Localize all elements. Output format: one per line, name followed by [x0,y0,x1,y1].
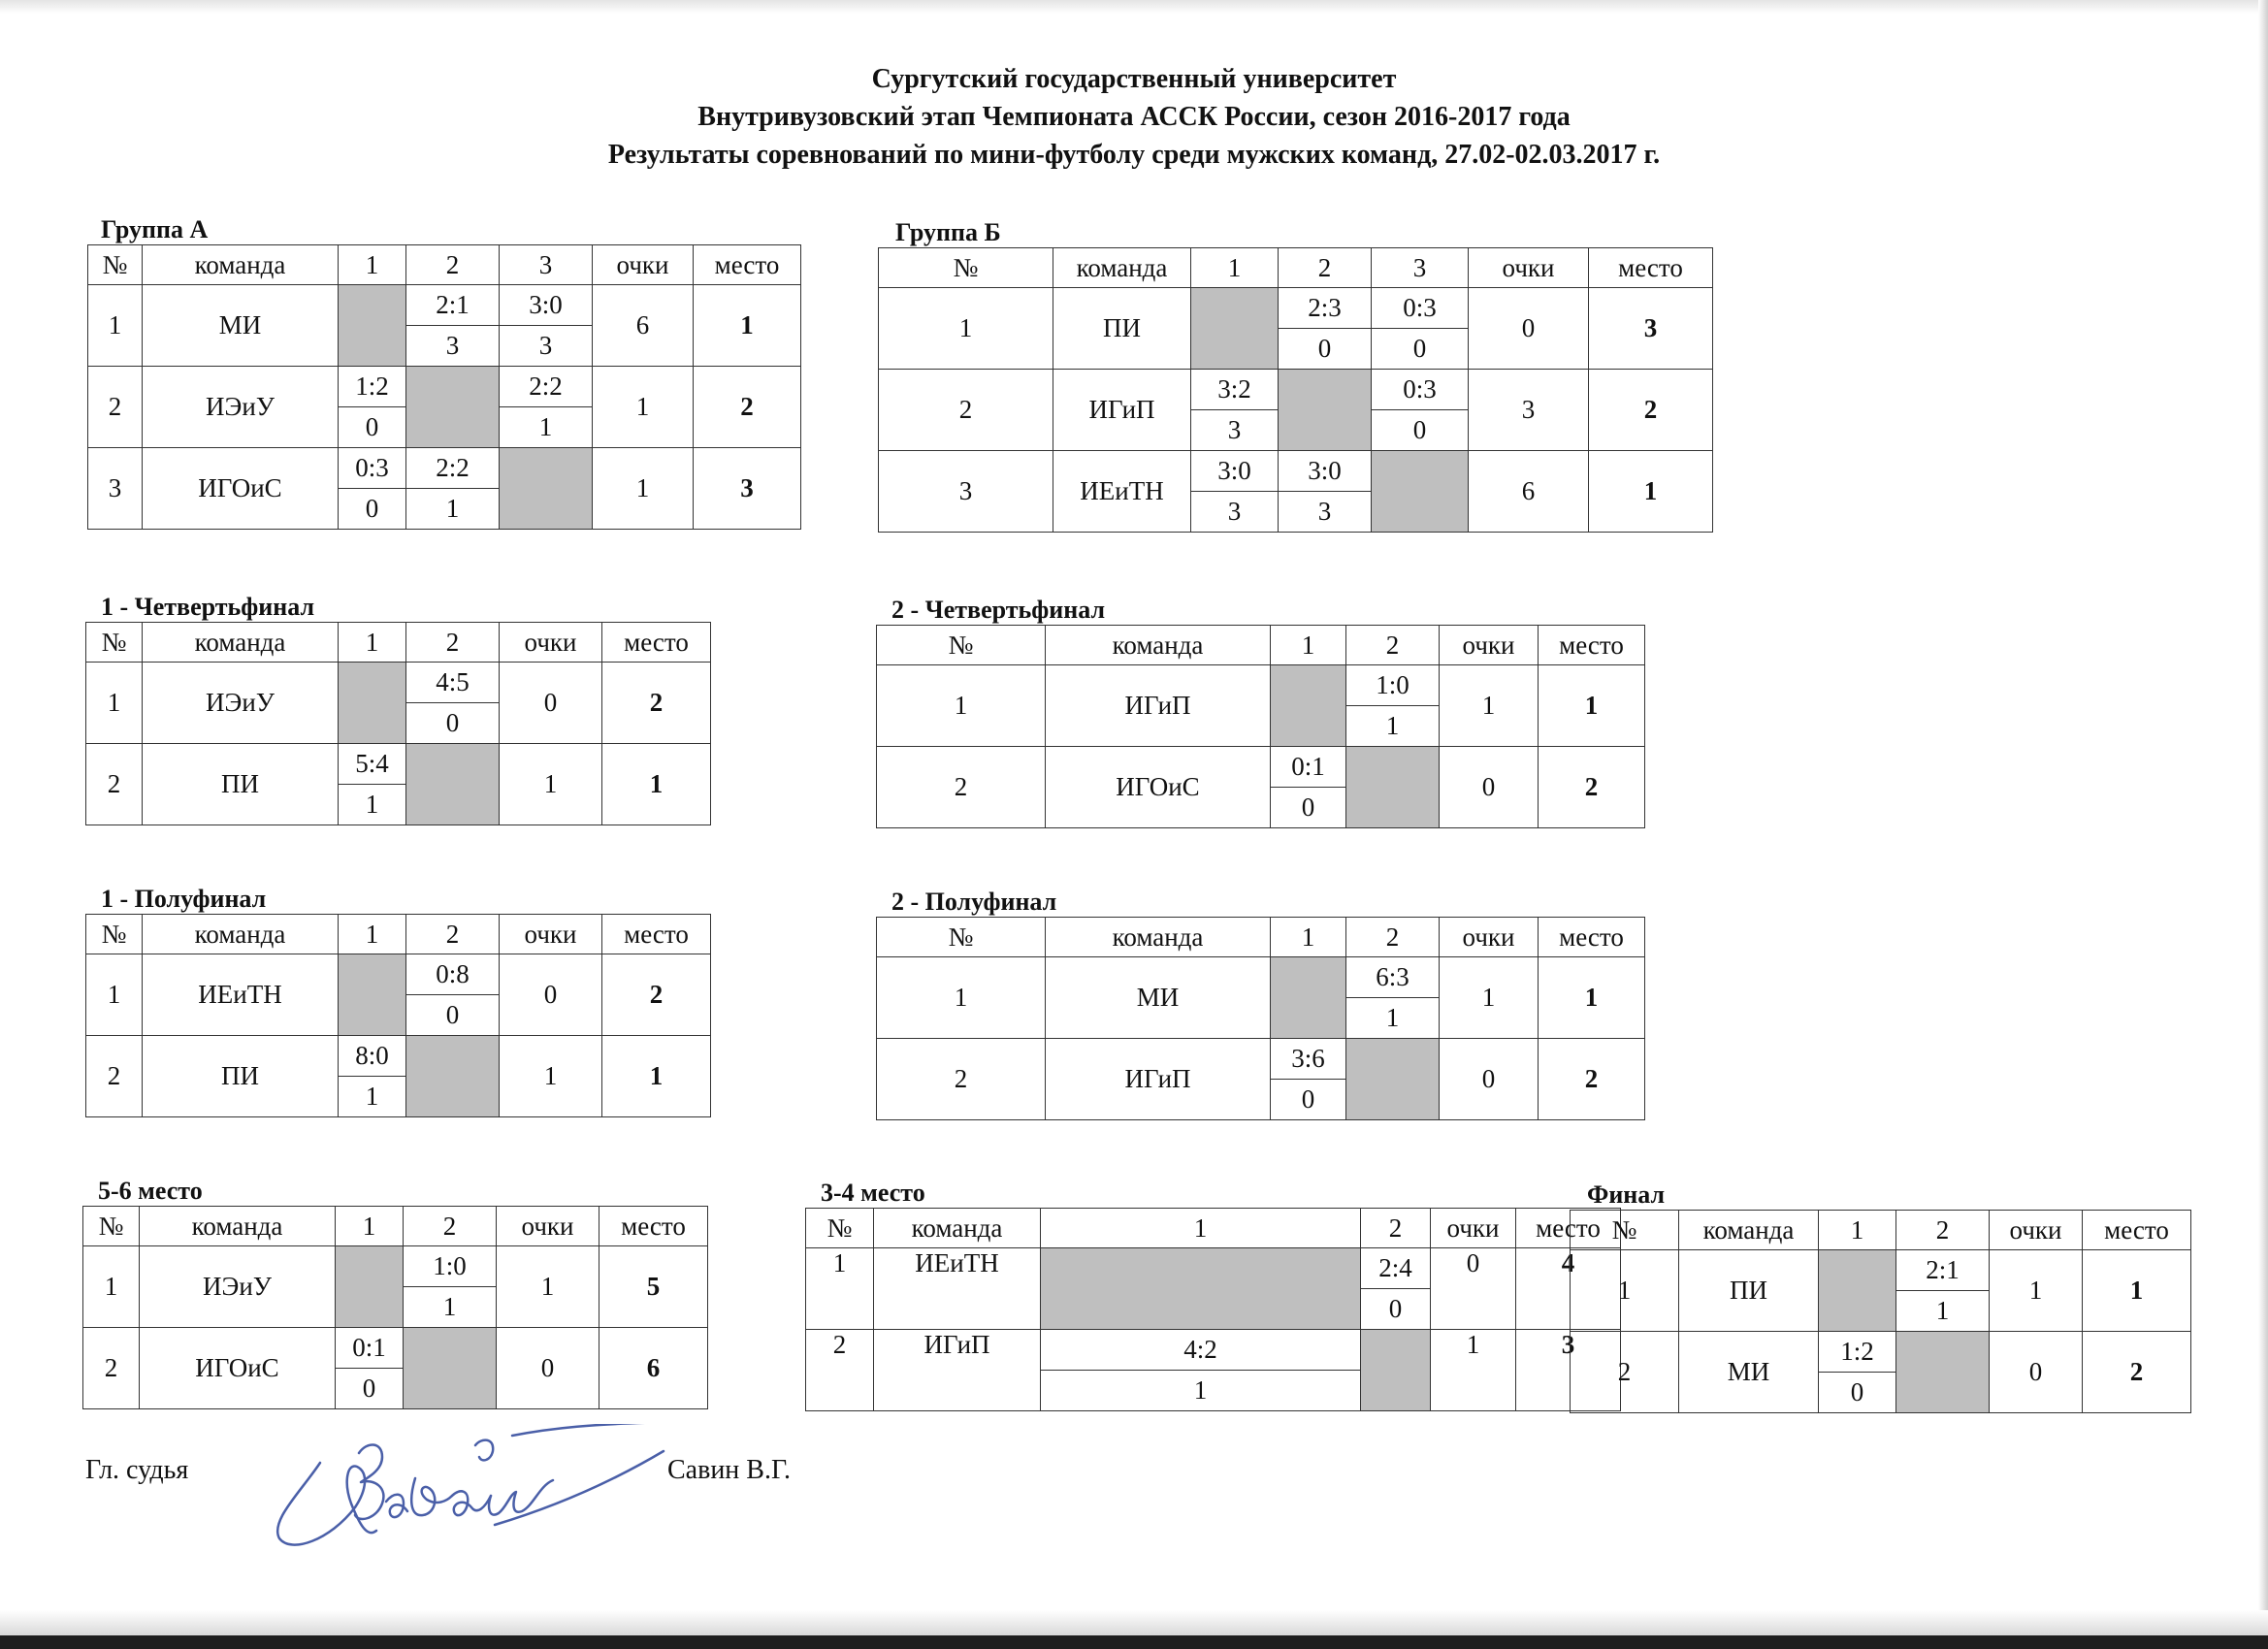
match-score: 3:0 [1191,451,1279,492]
quarterfinal-2-title: 2 - Четвертьфинал [891,596,1106,624]
header-opp1: 1 [1271,626,1346,665]
final-place: 2 [2083,1332,2191,1413]
table-row [86,954,711,995]
row-num: 1 [806,1248,874,1330]
total-points: 1 [1990,1250,2083,1332]
row-num: 2 [877,747,1046,828]
total-points: 0 [1440,1039,1539,1120]
table-row [877,747,1645,788]
table-header-row [806,1209,1621,1248]
header-place: место [1516,1209,1621,1248]
match-points: 0 [1271,1080,1346,1120]
match-score: 1:2 [1819,1332,1896,1373]
header-place: место [602,623,711,663]
table-row [88,367,801,407]
quarterfinal-2-table [876,625,1645,828]
match-points: 0 [336,1369,404,1409]
header-opp2: 2 [406,245,500,285]
table-row [86,1036,711,1077]
match-score: 3:2 [1191,370,1279,410]
header-opp1: 1 [336,1207,404,1246]
match-points: 3 [1191,410,1279,451]
total-points: 0 [500,663,602,744]
place-5-6-table [82,1206,708,1409]
diagonal-cell [339,663,406,744]
scan-edge-bottom [0,1635,2268,1649]
header-place: место [694,245,801,285]
table-row [88,448,801,489]
diagonal-cell [1896,1332,1990,1413]
match-points: 0 [1372,329,1469,370]
final-section [1570,1180,2191,1413]
diagonal-cell [406,367,500,448]
header-num: № [1571,1211,1679,1250]
row-num: 2 [88,367,143,448]
match-points: 1 [339,1077,406,1117]
table-row [83,1246,708,1287]
match-score: 0:8 [406,954,500,995]
row-num: 1 [877,957,1046,1039]
row-num: 2 [806,1330,874,1411]
header-points: очки [593,245,694,285]
diagonal-cell [1372,451,1469,533]
match-score: 0:1 [336,1328,404,1369]
header-opp2: 2 [1346,626,1440,665]
semifinal-2-table [876,917,1645,1120]
header-team: команда [143,245,339,285]
diagonal-cell [339,954,406,1036]
match-points: 0 [339,407,406,448]
header-opp3: 3 [1372,248,1469,288]
total-points: 6 [593,285,694,367]
total-points: 0 [1990,1332,2083,1413]
match-score: 0:3 [1372,370,1469,410]
championship-title: Внутривузовский этап Чемпионата АССК России, сезон 2016-2017 года [697,102,1571,132]
match-points: 0 [339,489,406,530]
university-name: Сургутский государственный университет [871,64,1397,94]
match-score: 0:3 [339,448,406,489]
table-header-row [877,918,1645,957]
match-score: 4:5 [406,663,500,703]
match-points: 1 [404,1287,497,1328]
match-score: 3:0 [1279,451,1372,492]
header-team: команда [1053,248,1191,288]
team-name: ИЭиУ [143,367,339,448]
final-place: 2 [602,663,711,744]
team-name: ИГиП [874,1330,1041,1411]
match-points: 3 [1279,492,1372,533]
diagonal-cell [336,1246,404,1328]
row-num: 2 [877,1039,1046,1120]
final-place: 2 [602,954,711,1036]
match-score: 0:3 [1372,288,1469,329]
table-row [879,451,1713,492]
match-points: 3 [500,326,593,367]
table-row [86,744,711,785]
semifinal-1-section [85,885,711,1117]
table-row [879,288,1713,329]
scan-edge-top [0,0,2268,14]
header-opp2: 2 [406,915,500,954]
row-num: 2 [86,744,143,825]
total-points: 3 [1469,370,1589,451]
match-score: 0:1 [1271,747,1346,788]
row-num: 1 [877,665,1046,747]
header-num: № [879,248,1053,288]
final-place: 2 [694,367,801,448]
diagonal-cell [404,1328,497,1409]
match-score: 8:0 [339,1036,406,1077]
final-place: 4 [1516,1248,1621,1330]
header-points: очки [1440,626,1539,665]
team-name: ИЕиТН [874,1248,1041,1330]
match-score: 4:2 [1041,1330,1361,1371]
table-header-row [88,245,801,285]
header-team: команда [1046,918,1271,957]
table-row [877,1039,1645,1080]
header-num: № [806,1209,874,1248]
row-num: 1 [879,288,1053,370]
diagonal-cell [1346,1039,1440,1120]
header-opp2: 2 [1346,918,1440,957]
table-header-row [1571,1211,2191,1250]
match-points: 1 [1896,1291,1990,1332]
total-points: 1 [1440,957,1539,1039]
team-name: ИГиП [1053,370,1191,451]
row-num: 1 [86,663,143,744]
semifinal-2-section [876,888,1645,1120]
header-place: место [2083,1211,2191,1250]
final-place: 1 [602,1036,711,1117]
place-3-4-section [805,1179,1621,1411]
row-num: 2 [1571,1332,1679,1413]
table-header-row [83,1207,708,1246]
row-num: 2 [879,370,1053,451]
team-name: ПИ [143,744,339,825]
total-points: 1 [500,1036,602,1117]
team-name: ПИ [1679,1250,1819,1332]
team-name: ИГОиС [140,1328,336,1409]
match-points: 0 [1819,1373,1896,1413]
total-points: 1 [497,1246,599,1328]
match-score: 5:4 [339,744,406,785]
row-num: 1 [86,954,143,1036]
table-row [806,1330,1621,1371]
match-points: 0 [1271,788,1346,828]
header-num: № [86,915,143,954]
final-place: 1 [602,744,711,825]
match-score: 2:1 [406,285,500,326]
match-points: 1 [339,785,406,825]
header-team: команда [140,1207,336,1246]
group-a-table [87,244,801,530]
final-table [1570,1210,2191,1413]
table-header-row [86,915,711,954]
table-row [88,285,801,326]
chief-judge-name: Савин В.Г. [667,1455,791,1485]
team-name: МИ [143,285,339,367]
final-place: 1 [694,285,801,367]
total-points: 0 [500,954,602,1036]
header-place: место [602,915,711,954]
place-5-6-section [82,1177,708,1409]
team-name: МИ [1679,1332,1819,1413]
table-header-row [879,248,1713,288]
diagonal-cell [1041,1248,1361,1330]
match-points: 1 [500,407,593,448]
header-team: команда [1046,626,1271,665]
team-name: ИЕиТН [1053,451,1191,533]
header-opp2: 2 [1361,1209,1431,1248]
diagonal-cell [1819,1250,1896,1332]
final-place: 3 [1516,1330,1621,1411]
diagonal-cell [1361,1330,1431,1411]
total-points: 0 [1431,1248,1516,1330]
header-opp1: 1 [1041,1209,1361,1248]
row-num: 1 [1571,1250,1679,1332]
diagonal-cell [406,1036,500,1117]
place-3-4-title: 3-4 место [821,1179,925,1207]
match-points: 0 [1279,329,1372,370]
place-3-4-table [805,1208,1621,1411]
diagonal-cell [1279,370,1372,451]
header-team: команда [874,1209,1041,1248]
team-name: ИГОиС [143,448,339,530]
final-place: 2 [1589,370,1713,451]
header-team: команда [143,915,339,954]
table-header-row [877,626,1645,665]
place-5-6-title: 5-6 место [98,1177,203,1205]
match-score: 3:0 [500,285,593,326]
header-place: место [599,1207,708,1246]
group-b-section [878,218,1713,533]
header-points: очки [497,1207,599,1246]
header-opp1: 1 [1271,918,1346,957]
row-num: 1 [88,285,143,367]
final-place: 1 [1539,665,1645,747]
match-points: 0 [406,995,500,1036]
semifinal-1-title: 1 - Полуфинал [101,885,267,913]
diagonal-cell [1346,747,1440,828]
row-num: 2 [86,1036,143,1117]
table-row [806,1248,1621,1289]
match-score: 2:1 [1896,1250,1990,1291]
team-name: МИ [1046,957,1271,1039]
header-opp1: 1 [1191,248,1279,288]
row-num: 2 [83,1328,140,1409]
scan-edge-right [2258,0,2268,1649]
header-opp1: 1 [339,915,406,954]
match-score: 2:2 [406,448,500,489]
match-points: 1 [1346,998,1440,1039]
competition-title: Результаты соревнований по мини-футболу среди мужских команд, 27.02-02.03.2017 г. [607,140,1661,170]
table-row [877,665,1645,706]
match-score: 1:0 [404,1246,497,1287]
team-name: ИЕиТН [143,954,339,1036]
header-opp1: 1 [1819,1211,1896,1250]
group-b-title: Группа Б [895,218,1001,246]
match-score: 2:3 [1279,288,1372,329]
scan-shadow-bottom [0,1610,2268,1635]
header-num: № [86,623,143,663]
quarterfinal-1-table [85,622,711,825]
quarterfinal-1-title: 1 - Четвертьфинал [101,593,315,621]
header-team: команда [143,623,339,663]
team-name: ИЭиУ [143,663,339,744]
final-title: Финал [1587,1180,1666,1209]
final-place: 2 [1539,1039,1645,1120]
final-place: 1 [1589,451,1713,533]
header-opp2: 2 [1896,1211,1990,1250]
group-a-section [87,215,801,530]
match-score: 1:2 [339,367,406,407]
match-points: 0 [406,703,500,744]
final-place: 3 [1589,288,1713,370]
final-place: 3 [694,448,801,530]
final-place: 5 [599,1246,708,1328]
row-num: 1 [83,1246,140,1328]
table-row [83,1328,708,1369]
header-opp3: 3 [500,245,593,285]
header-place: место [1589,248,1713,288]
diagonal-cell [500,448,593,530]
final-place: 6 [599,1328,708,1409]
diagonal-cell [1271,957,1346,1039]
header-place: место [1539,918,1645,957]
header-points: очки [1990,1211,2083,1250]
total-points: 6 [1469,451,1589,533]
match-points: 1 [1346,706,1440,747]
header-num: № [877,626,1046,665]
table-row [1571,1332,2191,1373]
total-points: 0 [1469,288,1589,370]
team-name: ПИ [1053,288,1191,370]
diagonal-cell [1271,665,1346,747]
header-num: № [88,245,143,285]
total-points: 0 [497,1328,599,1409]
team-name: ПИ [143,1036,339,1117]
total-points: 1 [593,448,694,530]
header-points: очки [1469,248,1589,288]
diagonal-cell [1191,288,1279,370]
final-place: 2 [1539,747,1645,828]
match-points: 1 [406,489,500,530]
diagonal-cell [339,285,406,367]
match-points: 3 [1191,492,1279,533]
table-row [879,370,1713,410]
header-num: № [83,1207,140,1246]
header-team: команда [1679,1211,1819,1250]
header-place: место [1539,626,1645,665]
table-row [1571,1250,2191,1291]
quarterfinal-1-section [85,593,711,825]
team-name: ИГОиС [1046,747,1271,828]
header-opp2: 2 [404,1207,497,1246]
signature-image [262,1424,689,1560]
header-num: № [877,918,1046,957]
match-points: 1 [1041,1371,1361,1411]
diagonal-cell [406,744,500,825]
match-points: 0 [1372,410,1469,451]
row-num: 3 [879,451,1053,533]
match-score: 1:0 [1346,665,1440,706]
group-a-title: Группа А [101,215,209,243]
match-score: 6:3 [1346,957,1440,998]
team-name: ИЭиУ [140,1246,336,1328]
header-opp1: 1 [339,245,406,285]
semifinal-2-title: 2 - Полуфинал [891,888,1057,916]
total-points: 1 [500,744,602,825]
table-header-row [86,623,711,663]
header-opp2: 2 [1279,248,1372,288]
final-place: 1 [2083,1250,2191,1332]
final-place: 1 [1539,957,1645,1039]
semifinal-1-table [85,914,711,1117]
match-score: 2:2 [500,367,593,407]
table-row [86,663,711,703]
header-points: очки [500,915,602,954]
team-name: ИГиП [1046,665,1271,747]
total-points: 1 [593,367,694,448]
chief-judge-label: Гл. судья [85,1455,189,1485]
document-header [0,60,2268,174]
header-opp2: 2 [406,623,500,663]
total-points: 1 [1431,1330,1516,1411]
header-points: очки [1440,918,1539,957]
row-num: 3 [88,448,143,530]
total-points: 1 [1440,665,1539,747]
total-points: 0 [1440,747,1539,828]
team-name: ИГиП [1046,1039,1271,1120]
match-score: 3:6 [1271,1039,1346,1080]
match-score: 2:4 [1361,1248,1431,1289]
group-b-table [878,247,1713,533]
table-row [877,957,1645,998]
quarterfinal-2-section [876,596,1645,828]
header-points: очки [500,623,602,663]
header-opp1: 1 [339,623,406,663]
header-points: очки [1431,1209,1516,1248]
match-points: 3 [406,326,500,367]
match-points: 0 [1361,1289,1431,1330]
